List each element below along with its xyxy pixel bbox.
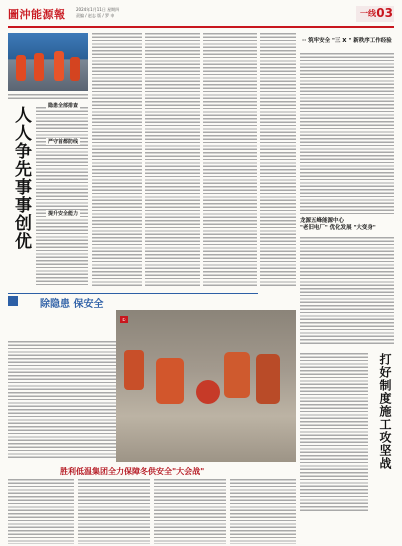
right-article-2-title: 龙源五峰能源中心 "老旧电厂" 优化发展 "大变身" [300,218,376,231]
banner-square-icon [8,296,18,306]
middle-column-4 [260,32,296,288]
right-vertical-headline: 打好制度施工攻坚战 [378,353,392,470]
bottom-text-3 [154,478,226,544]
subhead-1: 隐患全部排查 [48,103,79,109]
masthead [8,6,394,24]
right-lower-column [300,352,368,512]
bottom-text-1 [8,478,74,544]
issue-date: 2024年1月11日 星期四 [76,7,120,12]
main-photo [116,310,296,462]
banner-title: 除隐患 保安全 [40,299,104,310]
middle-column-3 [203,32,257,288]
middle-column-2 [145,32,200,288]
top-left-photo [8,33,88,91]
editor-line: 责编 / 赵志 版 / 罗 申 [76,13,115,18]
left-text-column [36,106,88,286]
middle-column-1 [92,32,142,288]
lower-left-text [8,340,116,458]
subhead-3: 提升安全能力 [48,211,79,217]
right-article-1-body [300,52,394,214]
icon-badge: ① [122,317,126,322]
section-name: 一线 [360,8,376,18]
masthead-rule [8,26,394,28]
page-number: 03 [376,6,393,20]
right-article-1-title: ·· 筑牢安全 "三 X " 新秩序工作经验 [302,38,392,44]
bottom-text-4 [230,478,296,544]
bottom-text-2 [78,478,150,544]
newspaper-logo: 圖沖能源報 [8,8,66,21]
main-headline: 人人争先事事创优 [11,106,31,250]
right-article-2-body [300,236,394,346]
photo-caption [8,93,88,99]
section-banner [8,293,258,310]
subhead-2: 严守首都防线 [48,139,79,145]
bottom-headline: 胜利低温集团全力保障冬供安全"大会战" [60,467,205,476]
